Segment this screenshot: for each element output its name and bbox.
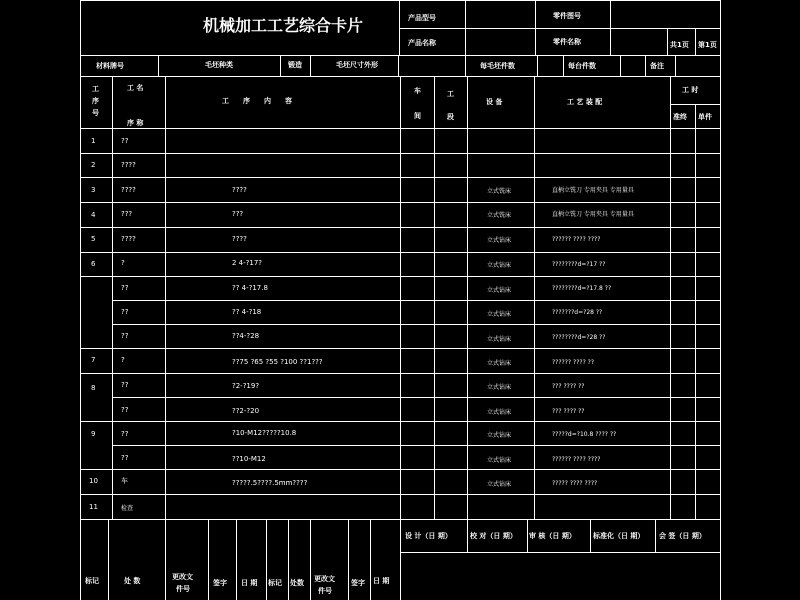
hdr-tooling: 工 艺 装 配 <box>567 98 603 106</box>
op-9-name: ?? <box>121 430 129 438</box>
hdr-op-no-2: 序 <box>92 97 99 105</box>
op-6d-name: ?? <box>121 332 129 340</box>
hdr-op-content: 工 序 内 容 <box>222 97 292 105</box>
op-6c-equipment: 立式钻床 <box>487 311 512 318</box>
signature-row-bottom <box>400 552 720 553</box>
rev-change-doc2-2: 件号 <box>318 587 332 595</box>
product-name-label: 产品名称 <box>408 39 436 47</box>
rev-v3 <box>208 519 209 600</box>
op-2-no: 2 <box>91 161 96 169</box>
mat-v6 <box>537 55 538 76</box>
op-10-content: ?????.5????.5mm???? <box>232 479 308 487</box>
op-8b-content: ??2-?20 <box>232 407 260 415</box>
row-8a-bottom <box>112 397 720 398</box>
mat-v2 <box>280 55 281 76</box>
op-6-no: 6 <box>91 260 96 268</box>
op-4-name: ??? <box>121 210 133 218</box>
op-5-tooling: ?????? ???? ???? <box>552 236 601 243</box>
col-v-workshop <box>400 76 401 600</box>
hdr-unit-time: 单件 <box>698 113 712 121</box>
row-9a-bottom <box>112 445 720 446</box>
op-6d-equipment: 立式钻床 <box>487 336 512 343</box>
op-10-no: 10 <box>89 477 98 485</box>
header-v2 <box>535 0 536 55</box>
op-6-tooling: ????????d=?17 ?? <box>552 261 606 268</box>
op-7-name: ? <box>121 356 125 364</box>
sign-design: 设 计（日 期） <box>405 532 452 540</box>
card-title: 机械加工工艺综合卡片 <box>203 16 364 35</box>
blank-type-label: 毛坯种类 <box>205 61 233 69</box>
op-5-no: 5 <box>91 235 96 243</box>
op-4-no: 4 <box>91 211 96 219</box>
sig-v1 <box>527 519 528 552</box>
rev-change-doc-2: 件号 <box>176 585 190 593</box>
header-v3 <box>610 0 611 55</box>
sign-standardize: 标准化（日 期） <box>593 532 645 540</box>
op-10-name: 车 <box>121 477 128 485</box>
hdr-workshop-bottom: 间 <box>414 112 421 120</box>
rev-v9 <box>370 519 371 600</box>
hdr-section-top: 工 <box>447 90 454 98</box>
rev-sign: 签字 <box>213 579 227 587</box>
op-8b-tooling: ??? ???? ?? <box>552 408 585 415</box>
mat-v5 <box>465 55 466 76</box>
op-5-content: ???? <box>232 235 247 243</box>
hdr-prep-final: 准终 <box>673 113 687 121</box>
remark-label: 备注 <box>650 62 664 70</box>
col-v-name <box>112 76 113 519</box>
op-9-content: ?10-M12?????10.8 <box>232 429 297 437</box>
col-v-equip <box>467 76 468 552</box>
hdr-op-no-3: 号 <box>92 109 99 117</box>
op-10-tooling: ????? ???? ???? <box>552 480 598 487</box>
hdr-op-no-1: 工 <box>92 85 99 93</box>
mat-v9 <box>645 55 646 76</box>
op-2-name: ???? <box>121 161 136 169</box>
mat-v1 <box>158 55 159 76</box>
op-8b-equipment: 立式钻床 <box>487 409 512 416</box>
sign-countersign: 会 签（日 期） <box>659 532 706 540</box>
op-6c-content: ?? 4-?18 <box>232 308 262 316</box>
col-v-tooling <box>534 76 535 519</box>
rev-sign-2: 签字 <box>351 579 365 587</box>
op-7-equipment: 立式钻床 <box>487 360 512 367</box>
op-9b-equipment: 立式钻床 <box>487 457 512 464</box>
rev-count-2: 处数 <box>290 579 304 587</box>
op-8-tooling: ??? ???? ?? <box>552 383 585 390</box>
op-1-name: ?? <box>121 137 129 145</box>
header-v1 <box>465 0 466 55</box>
op-7-tooling: ?????? ???? ?? <box>552 359 595 366</box>
col-v-manhours <box>670 76 671 519</box>
product-model-label: 产品型号 <box>408 14 436 22</box>
mat-v10 <box>675 55 676 76</box>
op-6d-content: ??4-?28 <box>232 332 260 340</box>
hdr-workshop-top: 车 <box>414 87 421 95</box>
hdr-op-name-top: 工 名 <box>127 84 144 92</box>
part-drawing-no-label: 零件图号 <box>553 12 581 20</box>
op-8-equipment: 立式钻床 <box>487 384 512 391</box>
op-4-equipment: 立式铣床 <box>487 212 512 219</box>
rev-mark: 标记 <box>85 577 99 585</box>
row-6c-bottom <box>112 324 720 325</box>
border-left <box>80 0 81 600</box>
mat-v8 <box>620 55 621 76</box>
op-6-name: ? <box>121 259 125 267</box>
rev-date-2: 日 期 <box>373 577 390 585</box>
op-3-tooling: 直柄立铣刀 专用夹具 专用量具 <box>552 187 634 194</box>
mat-v3 <box>310 55 311 76</box>
header-title-right <box>399 0 400 55</box>
rev-v5 <box>266 519 267 600</box>
mat-v4 <box>398 55 399 76</box>
op-6b-content: ?? 4-?17.8 <box>232 284 268 292</box>
mat-v7 <box>563 55 564 76</box>
op-6d-tooling: ????????d=?28 ?? <box>552 334 606 341</box>
op-6b-tooling: ????????d=?17.8 ?? <box>552 285 612 292</box>
op-4-tooling: 直柄立铣刀 专用夹具 专用量具 <box>552 211 634 218</box>
rev-date: 日 期 <box>241 579 258 587</box>
rev-v8 <box>348 519 349 600</box>
rev-change-doc-1: 更改文 <box>172 573 193 581</box>
part-name-label: 零件名称 <box>553 38 581 46</box>
material-no-label: 材料牌号 <box>96 62 124 70</box>
blank-type-value: 锻造 <box>288 61 302 69</box>
op-9b-tooling: ?????? ???? ???? <box>552 456 601 463</box>
rev-v7 <box>310 519 311 600</box>
op-9b-content: ??10-M12 <box>232 455 266 463</box>
rev-v4 <box>236 519 237 600</box>
pieces-per-blank-label: 每毛坯件数 <box>480 62 515 70</box>
op-3-no: 3 <box>91 186 96 194</box>
op-9-tooling: ?????d=?10.8 ???? ?? <box>552 431 617 438</box>
op-6c-name: ?? <box>121 308 129 316</box>
op-6-content: 2 4-?17? <box>232 259 262 267</box>
sign-check: 校 对（日 期） <box>470 532 517 540</box>
col-v-unit <box>695 104 696 519</box>
op-8-name: ?? <box>121 381 129 389</box>
rev-v6 <box>288 519 289 600</box>
op-4-content: ??? <box>232 210 244 218</box>
sig-v2 <box>590 519 591 552</box>
rev-mark-2: 标记 <box>268 579 282 587</box>
op-1-no: 1 <box>91 137 96 145</box>
sign-review: 审 核（日 期） <box>529 532 576 540</box>
sig-v3 <box>655 519 656 552</box>
hdr-equipment: 设 备 <box>486 98 503 106</box>
op-6-equipment: 立式钻床 <box>487 262 512 269</box>
op-6b-equipment: 立式钻床 <box>487 287 512 294</box>
border-top <box>80 0 720 1</box>
hdr-section-bottom: 段 <box>447 113 454 121</box>
op-7-no: 7 <box>91 356 96 364</box>
hdr-op-name-bottom: 序 称 <box>127 119 144 127</box>
pieces-per-unit-label: 每台件数 <box>568 62 596 70</box>
op-3-name: ???? <box>121 186 136 194</box>
op-9-equipment: 立式钻床 <box>487 432 512 439</box>
blank-size-label: 毛坯尺寸外形 <box>336 61 378 69</box>
rev-count: 处 数 <box>124 577 141 585</box>
op-3-equipment: 立式铣床 <box>487 188 512 195</box>
header-bottom <box>80 55 720 56</box>
op-5-name: ???? <box>121 235 136 243</box>
row-6b-bottom <box>112 300 720 301</box>
page-number: 第1页 <box>698 41 717 49</box>
op-6b-name: ?? <box>121 284 129 292</box>
header-v5 <box>695 28 696 55</box>
rev-v2 <box>165 519 166 600</box>
col-v-content <box>165 76 166 519</box>
op-8-no: 8 <box>91 384 96 392</box>
header-divider <box>399 28 720 29</box>
op-11-name: 检查 <box>121 505 134 512</box>
header-v4 <box>667 28 668 55</box>
rev-v1 <box>108 519 109 600</box>
op-7-content: ??75 ?65 ?55 ?100 ??1??? <box>232 358 323 366</box>
op-8-content: ?2-?19? <box>232 382 260 390</box>
op-9b-name: ?? <box>121 454 129 462</box>
op-6c-tooling: ???????d=?28 ?? <box>552 309 603 316</box>
op-10-equipment: 立式钻床 <box>487 481 512 488</box>
op-3-content: ???? <box>232 186 247 194</box>
op-8b-name: ?? <box>121 406 129 414</box>
op-9-no: 9 <box>91 430 96 438</box>
op-11-no: 11 <box>89 503 98 511</box>
col-v-section <box>434 76 435 519</box>
total-pages: 共1页 <box>670 41 689 49</box>
border-right <box>720 0 721 600</box>
rev-change-doc2-1: 更改文 <box>314 575 335 583</box>
hdr-man-hours: 工 时 <box>682 86 699 94</box>
op-5-equipment: 立式钻床 <box>487 237 512 244</box>
